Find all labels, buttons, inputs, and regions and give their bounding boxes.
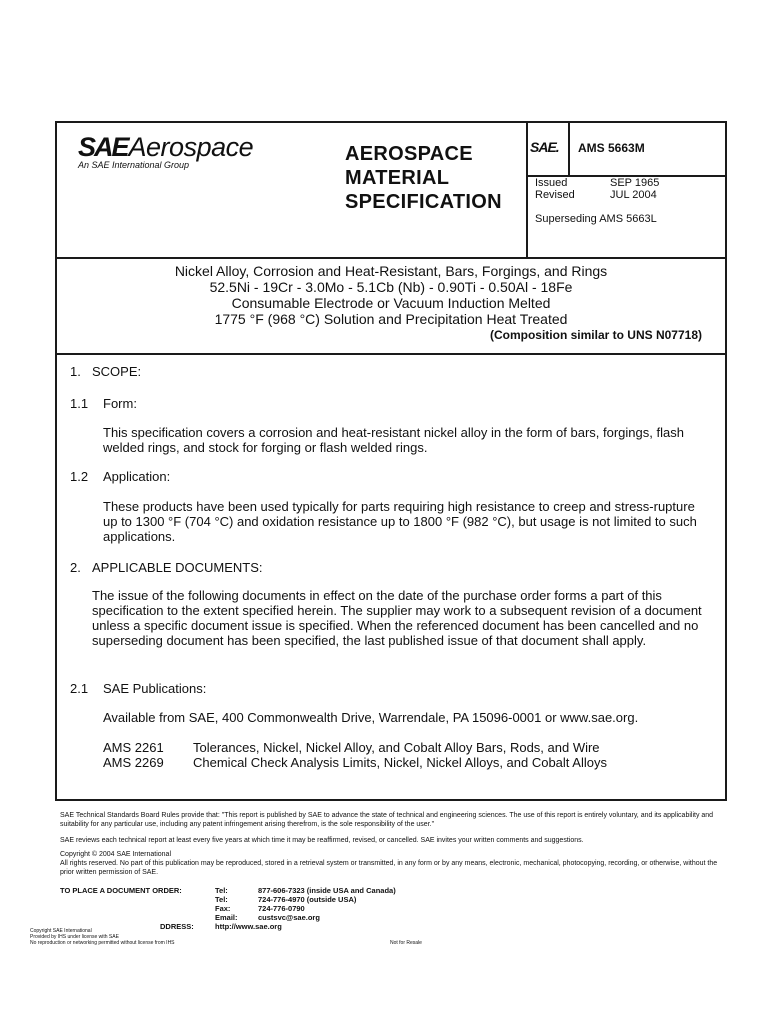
section-number: 2. [70, 560, 81, 575]
contact-labels: Tel: Tel: Fax: Email: [215, 886, 238, 922]
reference-desc: Tolerances, Nickel, Nickel Alloy, and Cobalt Alloy Bars, Rods, and Wire [193, 740, 600, 755]
footer-review: SAE reviews each technical report at least every five years at which time it may be reaffirmed, revised, or cancelled. SAE invites your written comments and suggestions. [60, 837, 584, 844]
section-paragraph: This specification covers a corrosion and heat-resistant nickel alloy in the form of bars, forgings, flash welded rings, and stock for forging or flash welded rings. [103, 425, 684, 455]
footer-copyright: Copyright © 2004 SAE International [60, 851, 172, 858]
reference-desc: Chemical Check Analysis Limits, Nickel, Nickel Alloys, and Cobalt Alloys [193, 755, 607, 770]
section-heading: SCOPE: [92, 364, 142, 379]
ihs-notice: Copyright SAE International Provided by IHS under license with SAE No reproduction or networking permitted without license from IHS [30, 928, 175, 946]
superseding-note: Superseding AMS 5663L [535, 213, 657, 225]
spec-title: AEROSPACE MATERIAL SPECIFICATION [345, 143, 502, 213]
logo-sae: SAE [78, 132, 128, 162]
footer-rights: All rights reserved. No part of this publication may be reproduced, stored in a retrieval system or transmitted, in any form or by any means, electronic, mechanical, photocopying, recording, or otherwise, without the prior written permission of SAE. [60, 860, 718, 876]
logo-subtitle: An SAE International Group [78, 160, 190, 170]
reference-row [103, 740, 607, 755]
section-heading: Application: [103, 469, 171, 484]
section-number: 1. [70, 364, 81, 379]
section-paragraph: Available from SAE, 400 Commonwealth Drive, Warrendale, PA 15096-0001 or www.sae.org. [103, 710, 639, 725]
section-number: 1.1 [70, 396, 89, 411]
contact-values: 877-606-7323 (inside USA and Canada) 724-776-4970 (outside USA) 724-776-0790 custsvc@sae.org [258, 886, 396, 922]
reference-row [103, 755, 607, 770]
ams-number: AMS 5663M [578, 141, 645, 155]
reference-list [103, 740, 607, 770]
section-number: 2.1 [70, 681, 89, 696]
footer-rules: SAE Technical Standards Board Rules provide that: "This report is published by SAE to advance the state of technical and engineering sciences. The use of this report is entirely voluntary, and its applicability and suitability for any particular use, including any patent infringement arising therefrom, is the sole responsibility of the user." [60, 812, 714, 828]
issue-labels: Issued Revised [535, 177, 575, 201]
section-heading: SAE Publications: [103, 681, 207, 696]
logo-aerospace: Aerospace [128, 132, 254, 162]
sae-mark: SAE. [530, 139, 559, 155]
issue-dates: SEP 1965 JUL 2004 [610, 177, 660, 201]
section-paragraph: The issue of the following documents in effect on the date of the purchase order forms a part of this specification to the extent specified herein. The supplier may work to a subsequent revision of a document unless a specific document issue is specified. When the referenced document has been cancelled and no superseding document has been specified, the last published issue of that document shall apply. [92, 588, 702, 648]
section-heading: Form: [103, 396, 137, 411]
address-label: DDRESS: [160, 922, 194, 931]
sae-aerospace-logo [78, 132, 253, 163]
composition-note: (Composition similar to UNS N07718) [489, 328, 702, 342]
section-heading: APPLICABLE DOCUMENTS: [92, 560, 263, 575]
website-link[interactable]: http://www.sae.org [215, 922, 282, 931]
section-paragraph: These products have been used typically for parts requiring high resistance to creep and stress-rupture up to 1300 °F (704 °C) and oxidation resistance up to 1800 °F (982 °C), but usage is not limited to such applications. [103, 499, 697, 544]
section-number: 1.2 [70, 469, 89, 484]
reference-code: AMS 2269 [103, 755, 164, 770]
document-title: Nickel Alloy, Corrosion and Heat-Resistant, Bars, Forgings, and Rings 52.5Ni - 19Cr - 3.0Mo - 5.1Cb (Nb) - 0.90Ti - 0.50Al - 18Fe Consumable Electrode or Vacuum Induction Melted 1775 °F (968 °C) Solution and Precipitation Heat Treated [174, 263, 608, 327]
reference-code: AMS 2261 [103, 740, 164, 755]
resale-notice: Not for Resale [390, 940, 422, 946]
order-label: TO PLACE A DOCUMENT ORDER: [60, 886, 182, 895]
